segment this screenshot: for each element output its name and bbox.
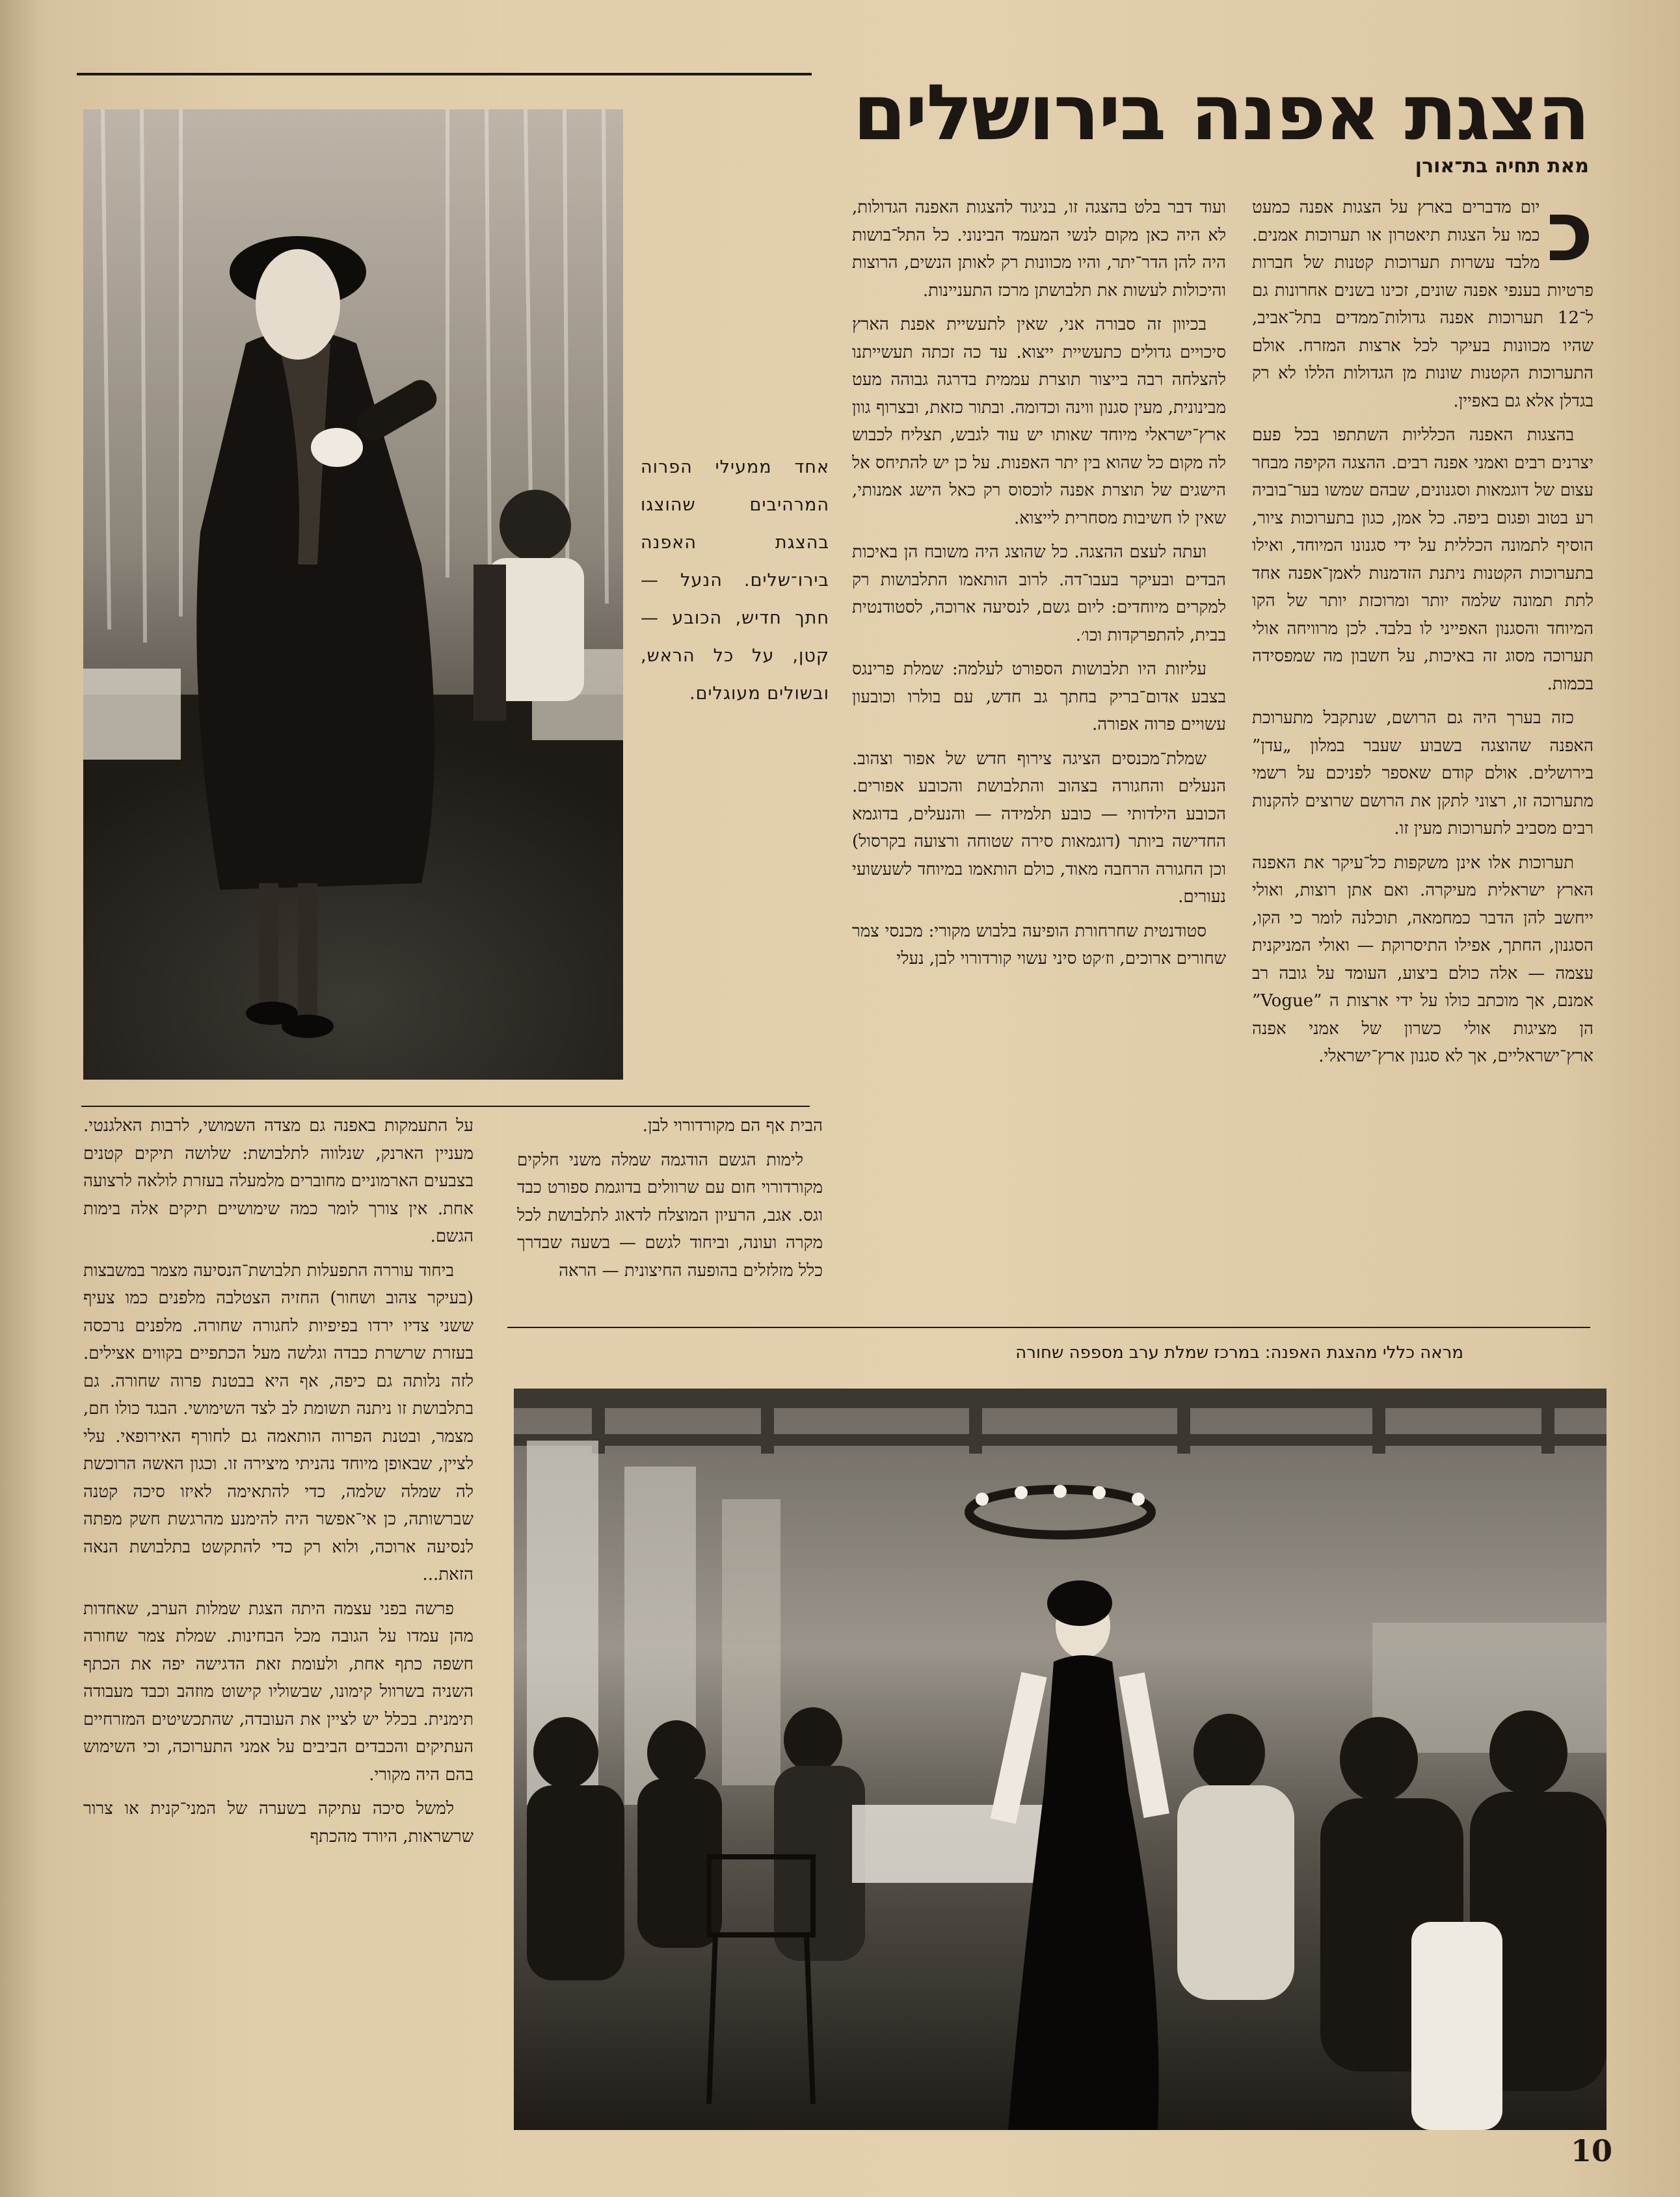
fur-coat-photo [83, 109, 623, 1080]
text-column-4 [83, 1112, 473, 2153]
column-bottom-rule [1457, 1327, 1590, 1328]
paragraph: עליזות היו תלבושות הספורט לעלמה: שמלת פרינגס בצבע אדום־בריק בחתך גב חדש, עם בולרו וכובעון עשויים פרוה אפורה. [852, 659, 1226, 734]
divider-rule [81, 1106, 810, 1107]
paragraph: סטודנטית שחרחורת הופיעה בלבוש מקורי: מכנסי צמר שחורים ארוכים, וז׳קט סיני עשוי קורדורוי לבן, נעלי [852, 921, 1226, 968]
side-photo-caption: אחד ממעילי הפרוה המרהיבים שהוצגו בהצגת האפנה בירו־שלים. הנעל — חתך חדיש, הכובע — קטן, על כל הראש, ובשולים מעוגלים. [641, 457, 829, 704]
paragraph: הבית אף הם מקורדורוי לבן. [642, 1116, 823, 1136]
fashion-show-photo [514, 1389, 1607, 2130]
fur-coat-photo-image [83, 109, 623, 1080]
paragraph: ועוד דבר בלט בהצגה זו, בניגוד להצגות האפנה הגדולות, לא היה כאן מקום לנשי המעמד הבינוני. כל התל־בושות היה להן הדר־יתר, והיו מכוונות רק לאותן הנשים, הרוצות והיכולות לעשות את תלבושתן מרכז התעניינות. [852, 198, 1226, 300]
article-title: הצגת אפנה בירושלים [853, 68, 1589, 157]
top-rule-left [77, 73, 812, 75]
page-number: 10 [1571, 2133, 1613, 2168]
paragraph: שמלת־מכנסים הציגה צירוף חדש של אפור וצהוב. הנעלים והחגורה בצהוב והתלבושת והכובע אפורים. הכובע הילדותי — כובע תלמידה — והנעלים, בדוגמא החדישה ביותר (דוגמאות סירה שטוחה ורצועה בקרסול) וכן החגורה הרחבה מאוד, כולם הותאמו במיוחד לשעשועי נעורים. [852, 749, 1226, 907]
text-column-3 [517, 1112, 823, 1320]
paragraph: תערוכות אלו אינן משקפות כל־עיקר את האפנה הארץ ישראלית מעיקרה. ואם אתן רוצות, ואולי ייחשב להן הדבר כמחמאה, תוכלנה לומר כי הקו, הסגנון, החתך, אפילו התיסרוקת — ואולי המניקנית עצמה — אלה כולם ביצוע, העומד על גובה רב אמנם, אך מוכתב כולו על ידי ארצות ה ”Vogue” הן מציגות אולי כשרון של אמני אפנה ארץ־ישראליים, אך לא סגנון ארץ־ישראלי. [1252, 853, 1593, 1066]
paragraph: למשל סיכה עתיקה בשערה של המני־קנית או צרור שרשראות, היורד מהכתף [83, 1799, 473, 1846]
divider-rule [507, 1327, 1457, 1328]
paragraph: פרשה בפני עצמה היתה הצגת שמלות הערב, שאחדות מהן עמדו על הגובה מכל הבחינות. שמלת צמר שחורה חשפה כתף אחת, ולעומת זאת הדגישה יפה את הכתף השניה בשרוול קימונו, שבשוליו קישוט מוזהב וכבד מעבודה תימנית. בכלל יש לציין את העובדה, שהתכשיטים המזרחיים העתיקים והכבדים הביבים על אמני התערוכה, וכי השימוש בהם היה מקורי. [83, 1599, 473, 1785]
text-column-1 [1252, 194, 1593, 1325]
article-byline: מאת תחיה בת־אורן [1415, 155, 1589, 178]
text-column-2 [852, 194, 1226, 1325]
paragraph: על התעמקות באפנה גם מצדה השמושי, לרבות האלגנטי. מעניין הארנק, שנלווה לתלבושת: שלושה תיקים קטנים בצבעים הארמוניים מחוברים מלמעלה בעזרת לולאה לרצועה אחת. אין צורך לומר כמה שימושיים תיקים אלה בימות הגשם. [83, 1116, 473, 1246]
drop-cap: כ [1546, 194, 1593, 280]
paragraph: לימות הגשם הודגמה שמלה משני חלקים מקורדורוי חום עם שרוולים בדוגמת ספורט כבד וגס. אגב, הרעיון המוצלח לדאוג לתלבושת לכל מקרה ועונה, וביחוד לגשם — בשעה שבדרך כלל מזלזלים בהופעה החיצונית — הראה [517, 1150, 823, 1281]
paragraph: ביחוד עוררה התפעלות תלבושת־הנסיעה מצמר במשבצות (בעיקר צהוב ושחור) החזיה הצטלבה מלפנים כמו צעיף ששני צדיו ירדו בפיפיות לחגורה שחורה. מלפנים נרכסה בעזרת שרשרת כבדה וגלשה מעל הכתפיים בקווים אצילים. לזה נלותה גם כיפה, אף היא בבטנת פרוה שחורה. גם בתלבושת זו ניתנה תשומת לב לצד השימושי. הבגד כולו חם, מצמר, ובטנת הפרוה הותאמה גם לחורף האירופאי. עלי לציין, שבאופן מיוחד נהניתי מיצירה זו. וכגון האשה הרוכשת לה שמלה שלמה, כדי להתאימה לאיזו סיכה קטנה שברשותה, כן אי־אפשר היה להימנע מהרגשת חשק מפתה לנסיעה ארוכה, ולוא רק כדי להתקשט בתלבושת הנאה הזאת... [83, 1260, 473, 1584]
paragraph: כזה בערך היה גם הרושם, שנתקבל מתערוכת האפנה שהוצגה בשבוע שעבר במלון „עדן” בירושלים. אולם קודם שאספר לפניכם על רשמי מתערוכה זו, רצוני לתקן את הרושם שרוצים להקנות רבים מסביב לתערוכות מעין זו. [1252, 708, 1593, 838]
paragraph: יום מדברים בארץ על הצגות אפנה כמעט כמו על הצגות תיאטרון או תערוכות אמנים. מלבד עשרות תערוכות קטנות של חברות פרטיות בענפי אפנה שונים, זכינו בשנים אחרונות גם ל־12 תערוכות אפנה גדולות־ממדים בתל־אביב, שהיו מכוונות בעיקר לכל ארצות המזרח. אולם התערוכות הקטנות שונות מן הגדולות הללו לא רק בגדלן אלא גם באפיין. [1252, 198, 1593, 411]
paragraph: בהצגות האפנה הכלליות השתתפו בכל פעם יצרנים רבים ואמני אפנה רבים. ההצגה הקיפה מבחר עצום של דוגמאות וסגנונים, שבהם שמשו בער־בוביה רע בטוב ופגום ביפה. כל אמן, כגון בתערוכות ציור, הוסיף לתמונה הכללית על ידי סגנונו המיוחד, ואילו בתערוכות הקטנות ניתנת הזדמנות לאמן־אפנה אחד לתת תמונה שלמה יותר ומרוכזת יותר של הקו המיוחד והסגנון האפייני לו בלבד. לכן מרוויחה אולי תערוכה מסוג זה באיכות, על חשבון מה שמפסידה בכמות. [1252, 425, 1593, 694]
fashion-show-photo-image [514, 1389, 1607, 2130]
paragraph: בכיוון זה סבורה אני, שאין לתעשיית אפנת הארץ סיכויים גדולים כתעשיית ייצוא. עד כה זכתה תעשייתנו להצלחה רבה בייצור תוצרת עממית בדרגה גבוהה מעט מבינונית, מעין סגנון ווינה וכדומה. ובתור כזאת, ובצרוף גוון ארץ־ישראלי מיוחד שאותו יש עוד לגבש, תצליח לכבוש לה מקום כל שהוא בין יתר האפנות. על כן יש להתיחס אל הישגים של תוצרת אפנה לוכסוס רק כאל הישג אמנותי, שאין לו חשיבות מסחרית לייצוא. [852, 315, 1226, 528]
bottom-photo-caption: מראה כללי מהצגת האפנה: במרכז שמלת ערב מספפה שחורה [1015, 1343, 1463, 1363]
paragraph: ועתה לעצם ההצגה. כל שהוצג היה משובח הן באיכות הבדים ובעיקר בעבו־דה. לרוב הותאמו התלבושות רק למקרים מיוחדים: ליום גשם, לנסיעה ארוכה, לסטודנטית בבית, להתפרקדות וכו׳. [852, 542, 1226, 645]
